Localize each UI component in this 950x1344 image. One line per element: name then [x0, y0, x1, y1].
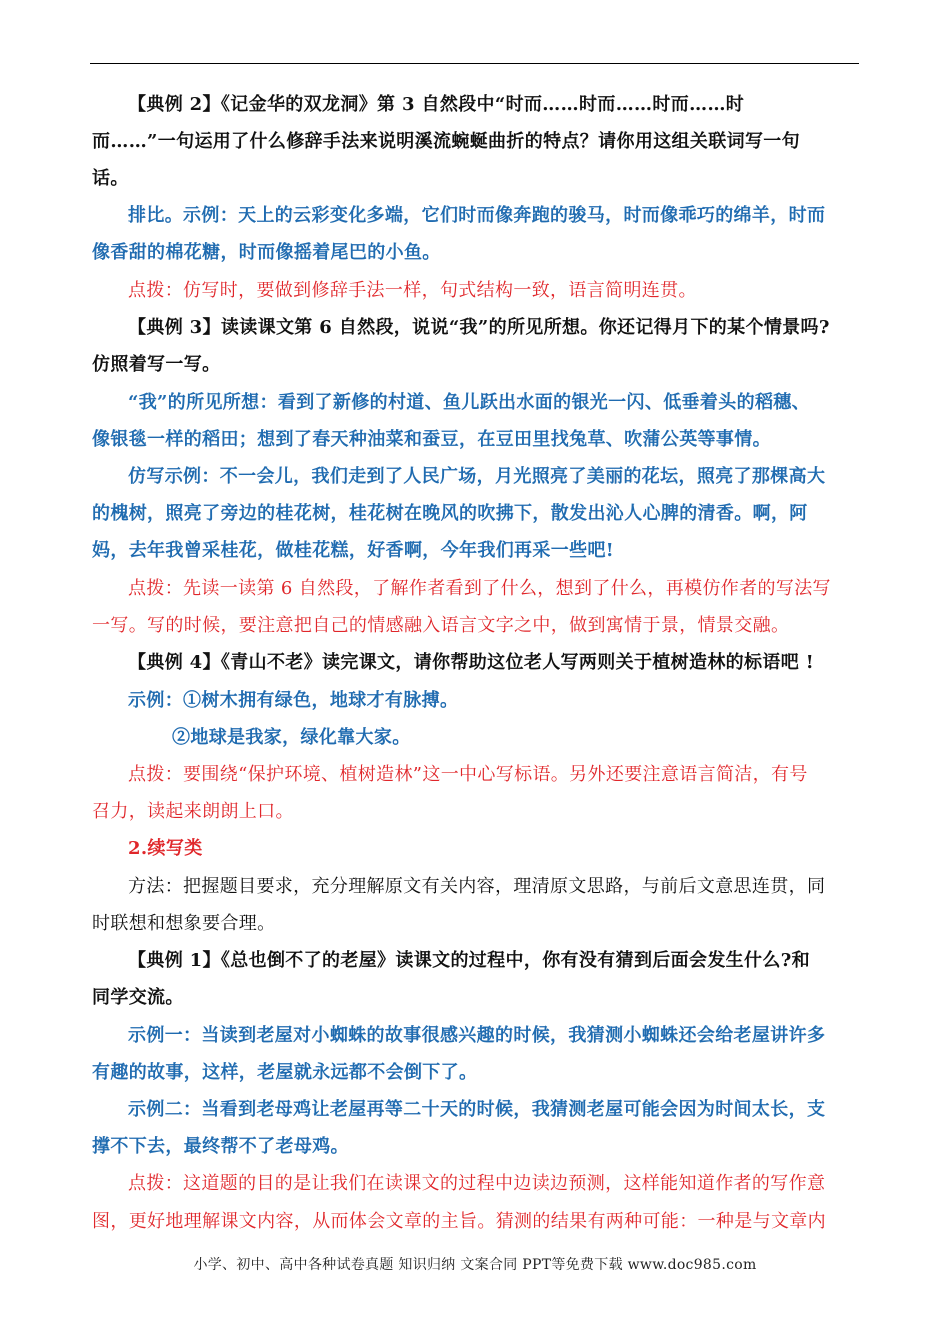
- example-4-tip: 点拨：要围绕“保护环境、植树造林”这一中心写标语。另外还要注意语言简洁，有号: [128, 764, 808, 785]
- example-4-answer: ②地球是我家，绿化靠大家。: [172, 727, 411, 748]
- example-2-question: 而……”一句运用了什么修辞手法来说明溪流蜿蜒曲折的特点？请你用这组关联词写一句: [92, 131, 800, 152]
- example-1-tip: 图，更好地理解课文内容，从而体会文章的主旨。猜测的结果有两种可能：一种是与文章内: [92, 1211, 826, 1232]
- example-1-answer-two: 撑不下去，最终帮不了老母鸡。: [92, 1136, 349, 1157]
- example-3-answer: “我”的所见所想：看到了新修的村道、鱼儿跃出水面的银光一闪、低垂着头的稻穗、: [128, 392, 811, 413]
- example-1-answer-one: 有趣的故事，这样，老屋就永远都不会倒下了。: [92, 1062, 478, 1083]
- example-3-sample: 妈，去年我曾采桂花，做桂花糕，好香啊，今年我们再采一些吧!: [92, 540, 615, 561]
- example-3-question: 【典例 3】读读课文第 6 自然段，说说“我”的所见所想。你还记得月下的某个情景吗?: [128, 317, 830, 338]
- example-3-sample: 仿写示例：不一会儿，我们走到了人民广场，月光照亮了美丽的花坛，照亮了那棵高大: [128, 466, 826, 487]
- example-1-question: 【典例 1】《总也倒不了的老屋》读课文的过程中，你有没有猜到后面会发生什么?和: [128, 950, 810, 971]
- example-4-answer: 示例：①树木拥有绿色，地球才有脉搏。: [128, 690, 459, 711]
- example-2-answer: 像香甜的棉花糖，时而像摇着尾巴的小鱼。: [92, 242, 441, 263]
- example-1-tip: 点拨：这道题的目的是让我们在读课文的过程中边读边预测，这样能知道作者的写作意: [128, 1173, 826, 1194]
- example-3-tip: 点拨：先读一读第 6 自然段，了解作者看到了什么，想到了什么，再模仿作者的写法写: [128, 578, 831, 599]
- example-2-question: 【典例 2】《记金华的双龙洞》第 3 自然段中“时而……时而……时而……时: [128, 94, 745, 115]
- footer-text: 小学、初中、高中各种试卷真题 知识归纳 文案合同 PPT等免费下载 www.doc985.com: [193, 1257, 757, 1273]
- header-rule: [90, 63, 859, 64]
- example-2-tip: 点拨：仿写时，要做到修辞手法一样，句式结构一致，语言简明连贯。: [128, 280, 697, 301]
- example-2-answer: 排比。示例：天上的云彩变化多端，它们时而像奔跑的骏马，时而像乖巧的绵羊，时而: [128, 205, 826, 226]
- section-heading: 2.续写类: [128, 838, 203, 859]
- example-4-question: 【典例 4】《青山不老》读完课文，请你帮助这位老人写两则关于植树造林的标语吧 !: [128, 652, 814, 673]
- example-3-answer: 像银毯一样的稻田；想到了春天种油菜和蚕豆，在豆田里找兔草、吹蒲公英等事情。: [92, 429, 771, 450]
- example-3-question: 仿照着写一写。: [92, 354, 221, 375]
- method-text: 方法：把握题目要求，充分理解原文有关内容，理清原文思路，与前后文意思连贯，同: [128, 876, 826, 897]
- example-1-question: 同学交流。: [92, 987, 184, 1008]
- example-4-tip: 召力，读起来朗朗上口。: [92, 801, 294, 822]
- example-1-answer-two: 示例二：当看到老母鸡让老屋再等二十天的时候，我猜测老屋可能会因为时间太长，支: [128, 1099, 826, 1120]
- method-text: 时联想和想象要合理。: [92, 913, 276, 934]
- example-3-sample: 的槐树，照亮了旁边的桂花树，桂花树在晚风的吹拂下，散发出沁人心脾的清香。啊，阿: [92, 503, 808, 524]
- example-3-tip: 一写。写的时候，要注意把自己的情感融入语言文字之中，做到寓情于景，情景交融。: [92, 615, 790, 636]
- example-1-answer-one: 示例一：当读到老屋对小蜘蛛的故事很感兴趣的时候，我猜测小蜘蛛还会给老屋讲许多: [128, 1025, 826, 1046]
- example-2-question: 话。: [92, 168, 129, 189]
